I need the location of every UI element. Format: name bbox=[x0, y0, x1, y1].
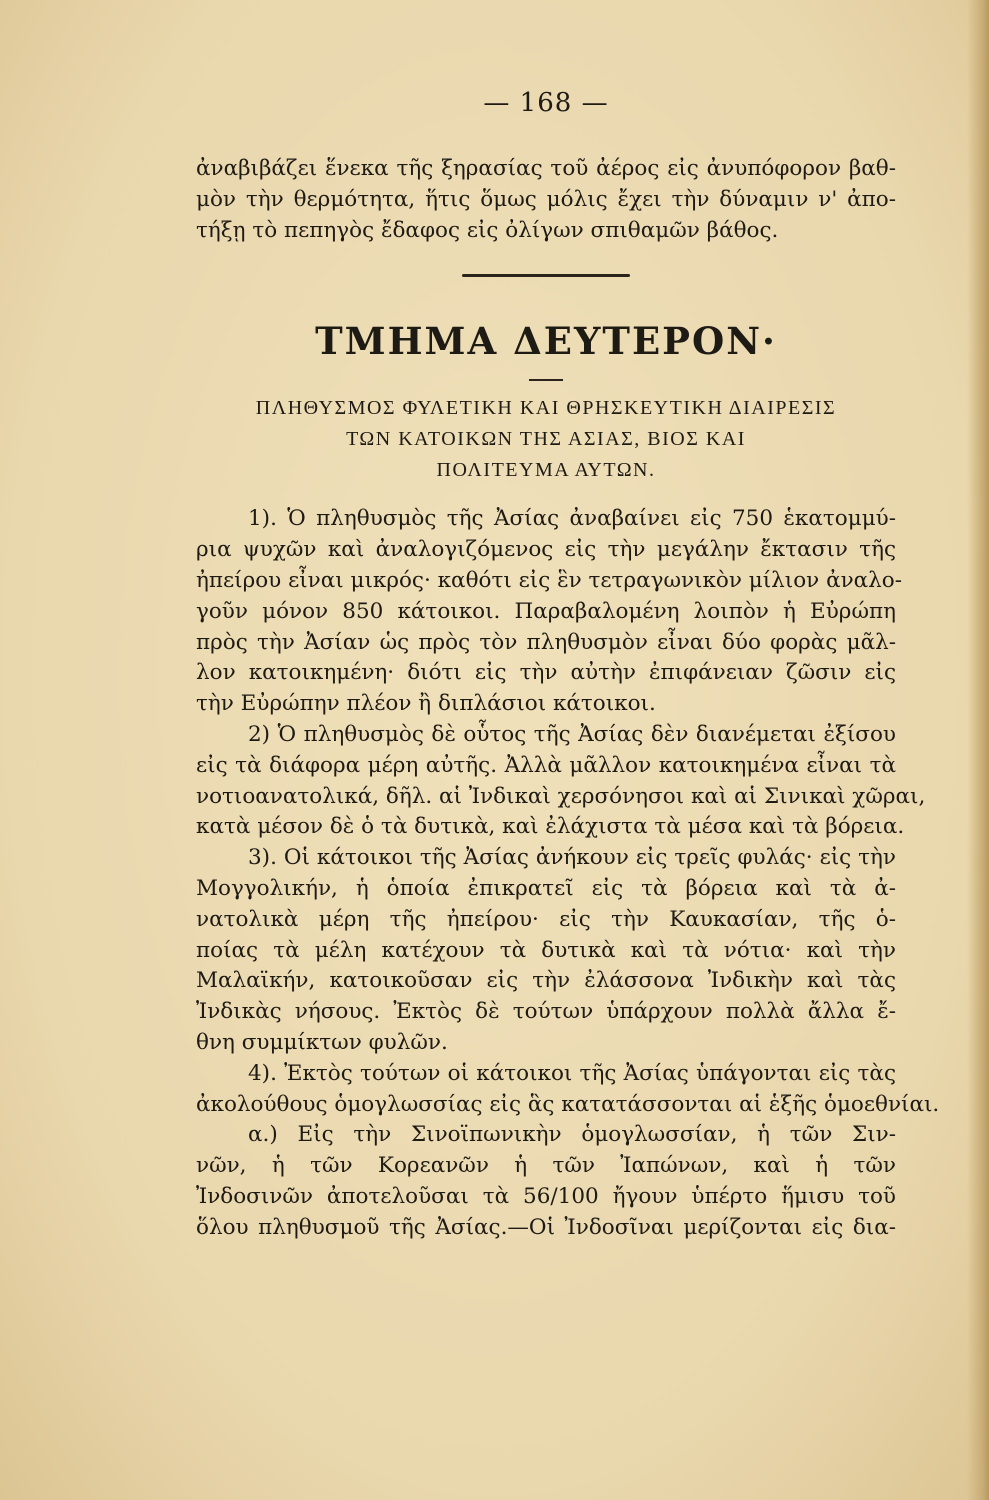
paragraph-line: ἠπείρου εἶναι μικρός· καθότι εἰς ἓν τετραγωνικὸν μίλιον ἀναλο- bbox=[196, 567, 903, 593]
intro-line: μὸν τὴν θερμότητα, ἥτις ὅμως μόλις ἔχει τὴν δύναμιν ν' ἀπο- bbox=[196, 186, 896, 212]
intro-line: ἀναβιβάζει ἕνεκα τῆς ξηρασίας τοῦ ἀέρος εἰς ἀνυπόφορον βαθ- bbox=[196, 156, 896, 181]
paragraph-line: κατὰ μέσον δὲ ὁ τὰ δυτικὰ, καὶ ἐλάχιστα τὰ μέσα καὶ τὰ βόρεια. bbox=[196, 814, 905, 840]
paragraph-3 bbox=[196, 843, 896, 1059]
paragraph-line: ποίας τὰ μέλη κατέχουν τὰ δυτικὰ καὶ τὰ νότια· καὶ τὴν bbox=[196, 937, 896, 963]
paragraph-1 bbox=[196, 504, 903, 720]
subtitle-line: ΠΟΛΙΤΕΥΜΑ ΑΥΤΩΝ. bbox=[436, 459, 656, 482]
section-subtitle bbox=[196, 393, 896, 486]
paragraph-4 bbox=[196, 1059, 940, 1121]
paragraph-line: νατολικὰ μέρη τῆς ἠπείρου· εἰς τὴν Καυκασίαν, τῆς ὁ- bbox=[196, 906, 896, 932]
paragraph-line: γοῦν μόνον 850 κάτοικοι. Παραβαλομένη λοιπὸν ἡ Εὐρώπη bbox=[196, 598, 896, 624]
page-number: — 168 — bbox=[483, 88, 609, 118]
paragraph-line: νοτιοανατολικά, δῆλ. αἱ Ἰνδικαὶ χερσόνησοι καὶ αἱ Σινικαὶ χῶραι, bbox=[196, 783, 926, 809]
horizontal-rule bbox=[462, 274, 630, 277]
paragraph-line: Μαλαϊκήν, κατοικοῦσαν εἰς τὴν ἐλάσσονα Ἰνδικὴν καὶ τὰς bbox=[196, 968, 896, 994]
paragraph-line: λον κατοικημένη· διότι εἰς τὴν αὐτὴν ἐπιφάνειαν ζῶσιν εἰς bbox=[196, 660, 896, 686]
paragraph-line: θνη συμμίκτων φυλῶν. bbox=[196, 1029, 448, 1055]
paragraph-line: 3). Οἱ κάτοικοι τῆς Ἀσίας ἀνήκουν εἰς τρεῖς φυλάς· εἰς τὴν bbox=[248, 845, 896, 871]
intro-paragraph bbox=[196, 154, 896, 246]
short-rule bbox=[529, 379, 563, 381]
subtitle-line: ΤΩΝ ΚΑΤΟΙΚΩΝ ΤΗΣ ΑΣΙΑΣ, ΒΙΟΣ ΚΑΙ bbox=[346, 428, 746, 451]
subtitle-line: ΠΛΗΘΥΣΜΟΣ ΦΥΛΕΤΙΚΗ ΚΑΙ ΘΡΗΣΚΕΥΤΙΚΗ ΔΙΑΙΡΕΣΙΣ bbox=[255, 397, 837, 420]
intro-line: τήξῃ τὸ πεπηγὸς ἔδαφος εἰς ὀλίγων σπιθαμῶν βάθος. bbox=[196, 217, 779, 243]
paragraph-line: 4). Ἐκτὸς τούτων οἱ κάτοικοι τῆς Ἀσίας ὑπάγονται εἰς τὰς bbox=[248, 1060, 896, 1086]
paragraph-line: ἀκολούθους ὁμογλωσσίας εἰς ἃς κατατάσσονται αἱ ἑξῆς ὁμοεθνίαι. bbox=[196, 1091, 940, 1117]
paragraph-line: ὅλου πληθυσμοῦ τῆς Ἀσίας.—Οἱ Ἰνδοσῖναι μερίζονται εἰς δια- bbox=[196, 1214, 896, 1240]
paragraph-line: Ἰνδοσινῶν ἀποτελοῦσαι τὰ 56/100 ἤγουν ὑπέρτο ἥμισυ τοῦ bbox=[196, 1183, 896, 1209]
paragraph-line: Ἰνδικὰς νήσους. Ἐκτὸς δὲ τούτων ὑπάρχουν πολλὰ ἄλλα ἔ- bbox=[196, 999, 896, 1025]
paragraph-4a bbox=[196, 1120, 896, 1243]
paragraph-line: α.) Εἰς τὴν Σινοϊπωνικὴν ὁμογλωσσίαν, ἡ τῶν Σιν- bbox=[248, 1122, 896, 1148]
paragraph-2 bbox=[196, 720, 926, 843]
page-edge-shadow bbox=[967, 0, 989, 1500]
page-content bbox=[196, 88, 940, 1244]
paragraph-line: εἰς τὰ διάφορα μέρη αὐτῆς. Ἀλλὰ μᾶλλον κατοικημένα εἶναι τὰ bbox=[196, 752, 896, 778]
paragraph-line: 2) Ὁ πληθυσμὸς δὲ οὗτος τῆς Ἀσίας δὲν διανέμεται ἐξίσου bbox=[248, 721, 896, 747]
section-title: ΤΜΗΜΑ ΔΕΥΤΕΡΟΝ· bbox=[315, 319, 777, 364]
paragraph-line: 1). Ὁ πληθυσμὸς τῆς Ἀσίας ἀναβαίνει εἰς 750 ἑκατομμύ- bbox=[248, 506, 896, 532]
paragraph-line: ρια ψυχῶν καὶ ἀναλογιζόμενος εἰς τὴν μεγάλην ἔκτασιν τῆς bbox=[196, 537, 896, 563]
paragraph-line: Μογγολικήν, ἡ ὁποία ἐπικρατεῖ εἰς τὰ βόρεια καὶ τὰ ἀ- bbox=[196, 875, 896, 901]
paragraph-line: τὴν Εὐρώπην πλέον ἢ διπλάσιοι κάτοικοι. bbox=[196, 691, 656, 717]
paragraph-line: πρὸς τὴν Ἀσίαν ὡς πρὸς τὸν πληθυσμὸν εἶναι δύο φορὰς μᾶλ- bbox=[196, 629, 896, 655]
paragraph-line: νῶν, ἡ τῶν Κορεανῶν ἡ τῶν Ἰαπώνων, καὶ ἡ τῶν bbox=[196, 1153, 896, 1179]
